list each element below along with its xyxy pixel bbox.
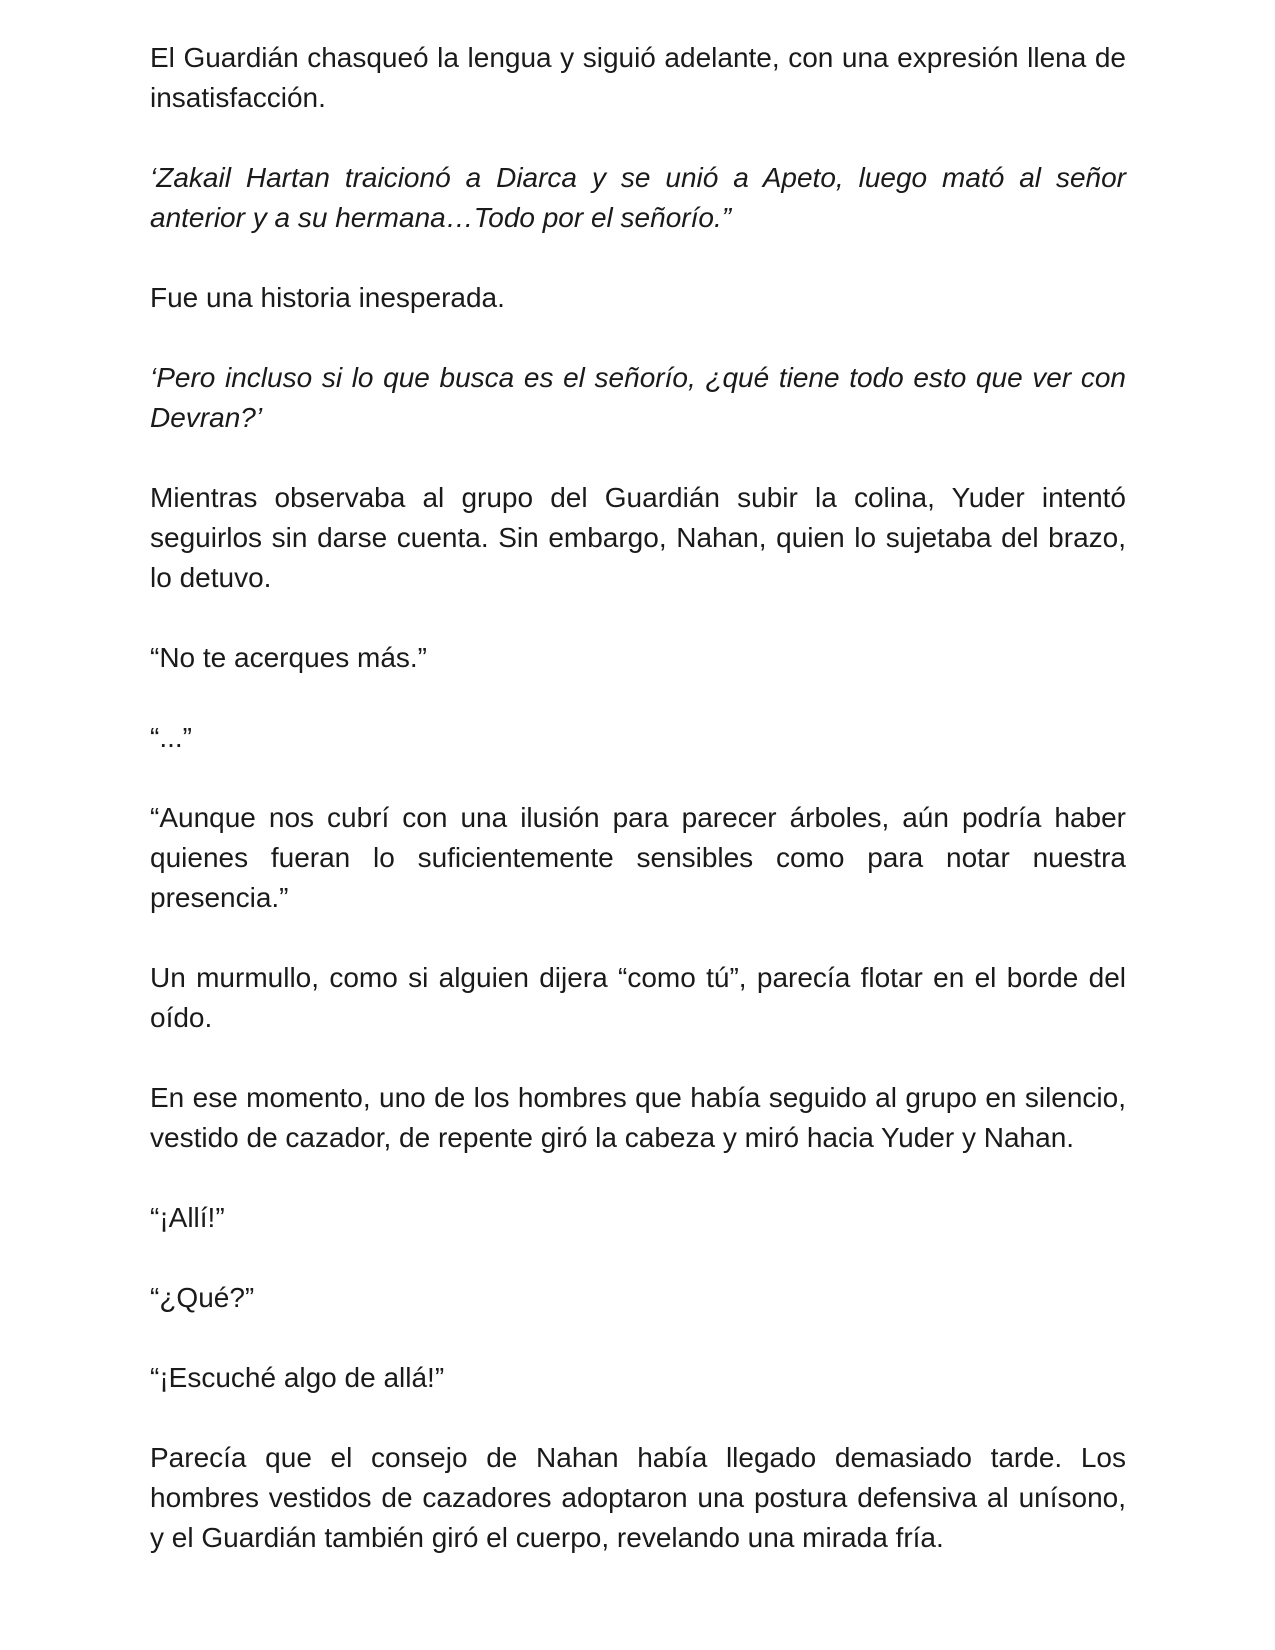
paragraph-italic: ‘Pero incluso si lo que busca es el señorío, ¿qué tiene todo esto que ver con Devran?’ [150, 362, 1126, 433]
paragraph: Fue una historia inesperada. [150, 282, 505, 313]
paragraph: Mientras observaba al grupo del Guardián subir la colina, Yuder intentó seguirlos sin darse cuenta. Sin embargo, Nahan, quien lo sujetaba del brazo, lo detuvo. [150, 482, 1126, 593]
dialogue-line: “¡Escuché algo de allá!” [150, 1362, 445, 1393]
dialogue-line: “¡Allí!” [150, 1202, 225, 1233]
paragraph: En ese momento, uno de los hombres que había seguido al grupo en silencio, vestido de cazador, de repente giró la cabeza y miró hacia Yuder y Nahan. [150, 1082, 1126, 1153]
document-page [150, 38, 1126, 1558]
dialogue-line: “Aunque nos cubrí con una ilusión para parecer árboles, aún podría haber quienes fueran lo suficientemente sensibles como para notar nuestra presencia.” [150, 802, 1126, 913]
paragraph: Un murmullo, como si alguien dijera “como tú”, parecía flotar en el borde del oído. [150, 962, 1126, 1033]
dialogue-line: “...” [150, 722, 192, 753]
dialogue-line: “¿Qué?” [150, 1282, 255, 1313]
paragraph: El Guardián chasqueó la lengua y siguió adelante, con una expresión llena de insatisfacción. [150, 42, 1126, 113]
paragraph-italic: ‘Zakail Hartan traicionó a Diarca y se unió a Apeto, luego mató al señor anterior y a su hermana…Todo por el señorío.” [150, 162, 1126, 233]
paragraph: Parecía que el consejo de Nahan había llegado demasiado tarde. Los hombres vestidos de cazadores adoptaron una postura defensiva al unísono, y el Guardián también giró el cuerpo, revelando una mirada fría. [150, 1442, 1126, 1553]
dialogue-line: “No te acerques más.” [150, 642, 427, 673]
